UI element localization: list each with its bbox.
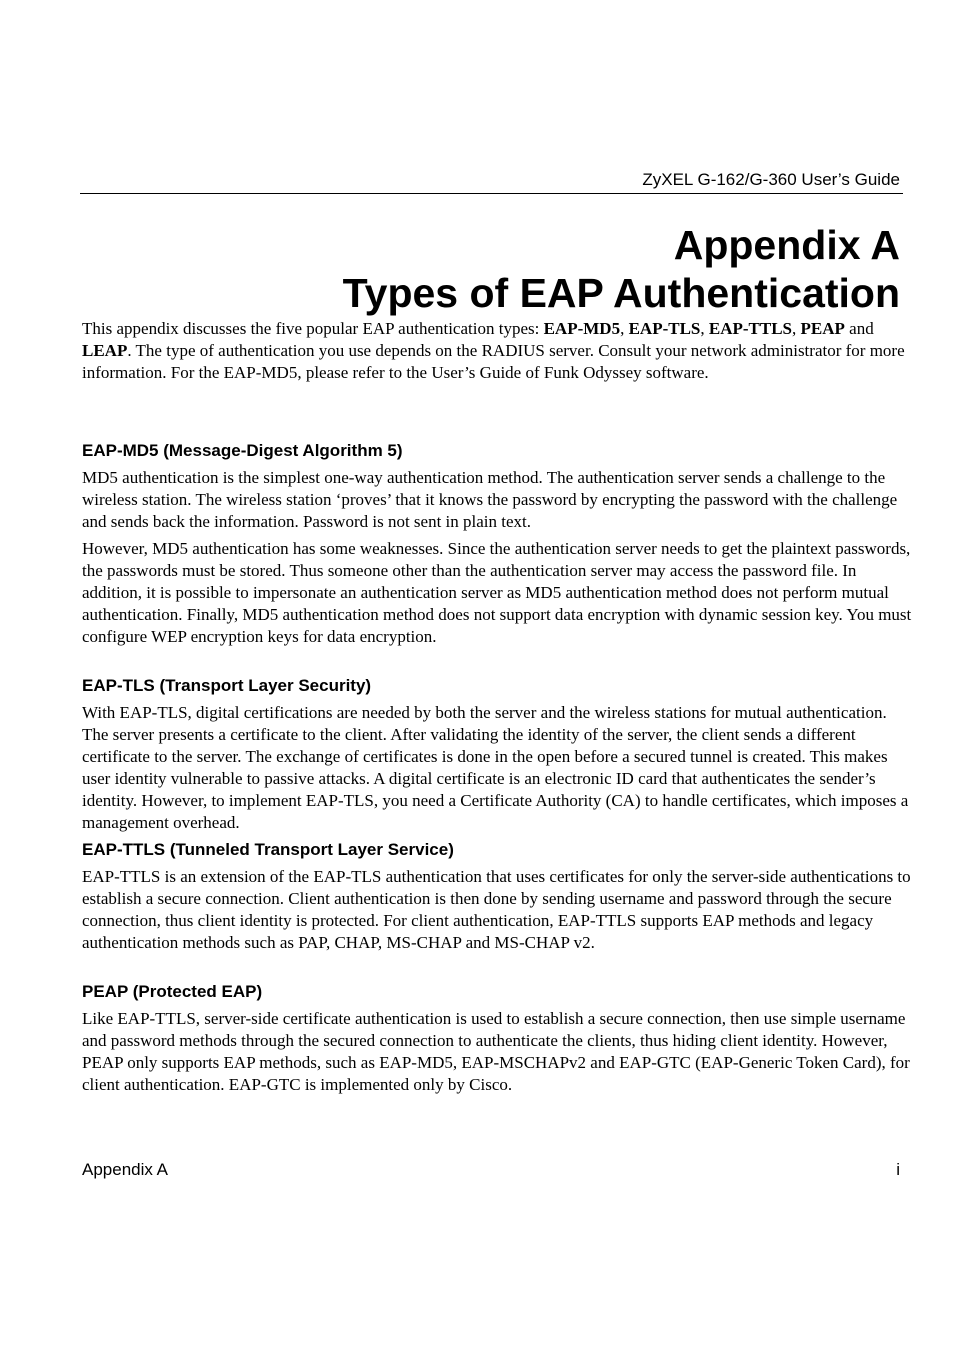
intro-text-1: This appendix discusses the five popular EAP authentication types: [82, 319, 544, 338]
title-line-1: Appendix A [673, 222, 900, 268]
section-heading-peap: PEAP (Protected EAP) [82, 982, 263, 1001]
section-heading-eap-tls: EAP-TLS (Transport Layer Security) [82, 676, 372, 695]
eap-md5-paragraph-2: However, MD5 authentication has some weaknesses. Since the authentication server needs to get the plaintext passwords, the passwords must be stored. Thus someone other than the authentication server may access the password file. In addition, it is possible to impersonate an authentication server as MD5 authentication method does not perform mutual authentication. Finally, MD5 authentication method does not support data encryption with dynamic session key. You must configure WEP encryption keys for data encryption. [82, 539, 912, 646]
section-heading-eap-ttls: EAP-TTLS (Tunneled Transport Layer Service) [82, 840, 454, 859]
intro-term-eap-tls: EAP-TLS [628, 319, 701, 338]
intro-paragraph [82, 318, 912, 384]
header-rule [80, 193, 903, 194]
section-heading-eap-md5: EAP-MD5 (Message-Digest Algorithm 5) [82, 441, 403, 460]
title-line-2: Types of EAP Authentication [342, 270, 900, 316]
eap-ttls-paragraph: EAP-TTLS is an extension of the EAP-TLS authentication that uses certificates for only the server-side authentications to establish a secure connection. Client authentication is then done by sending username and password through the secure connection, thus client identity is protected. For client authentication, EAP-TTLS supports EAP methods and legacy authentication methods such as PAP, CHAP, MS-CHAP and MS-CHAP v2. [82, 867, 911, 952]
intro-term-peap: PEAP [800, 319, 845, 338]
peap-paragraph: Like EAP-TTLS, server-side certificate authentication is used to establish a secure connection, then use simple username and password methods through the secured connection to authenticate the clients, thus hiding client identity. However, PEAP only supports EAP methods, such as EAP-MD5, EAP-MSCHAPv2 and EAP-GTC (EAP-Generic Token Card), for client authentication. EAP-GTC is implemented only by Cisco. [82, 1009, 910, 1094]
intro-sep-3: , [792, 319, 801, 338]
eap-md5-paragraph-1: MD5 authentication is the simplest one-way authentication method. The authentication server sends a challenge to the wireless station. The wireless station ‘proves’ that it knows the password by encrypting the password with the challenge and sends back the information. Password is not sent in plain text. [82, 468, 898, 531]
intro-sep-2: , [700, 319, 709, 338]
eap-tls-paragraph: With EAP-TLS, digital certifications are needed by both the server and the wireless stations for mutual authentication. The server presents a certificate to the client. After validating the identity of the server, the client sends a different certificate to the server. The exchange of certificates is done in the open before a secured tunnel is created. This makes user identity vulnerable to passive attacks. A digital certificate is an electronic ID card that authenticates the sender’s identity. However, to implement EAP-TLS, you need a Certificate Authority (CA) to handle certificates, which imposes a management overhead. [82, 703, 909, 832]
intro-term-eap-md5: EAP-MD5 [543, 319, 621, 338]
intro-term-eap-ttls: EAP-TTLS [708, 319, 793, 338]
intro-sep-4: and [844, 319, 874, 338]
intro-text-2: . The type of authentication you use depends on the RADIUS server. Consult your network administrator for more information. For the EAP-MD5, please refer to the User’s Guide of Funk Odyssey software. [82, 340, 905, 382]
intro-sep-1: , [620, 319, 629, 338]
page-number: i [896, 1160, 900, 1179]
page-title [82, 221, 900, 317]
running-header: ZyXEL G-162/G-360 User’s Guide [642, 170, 900, 189]
footer-section-label: Appendix A [82, 1160, 169, 1179]
intro-term-leap: LEAP [82, 340, 128, 360]
